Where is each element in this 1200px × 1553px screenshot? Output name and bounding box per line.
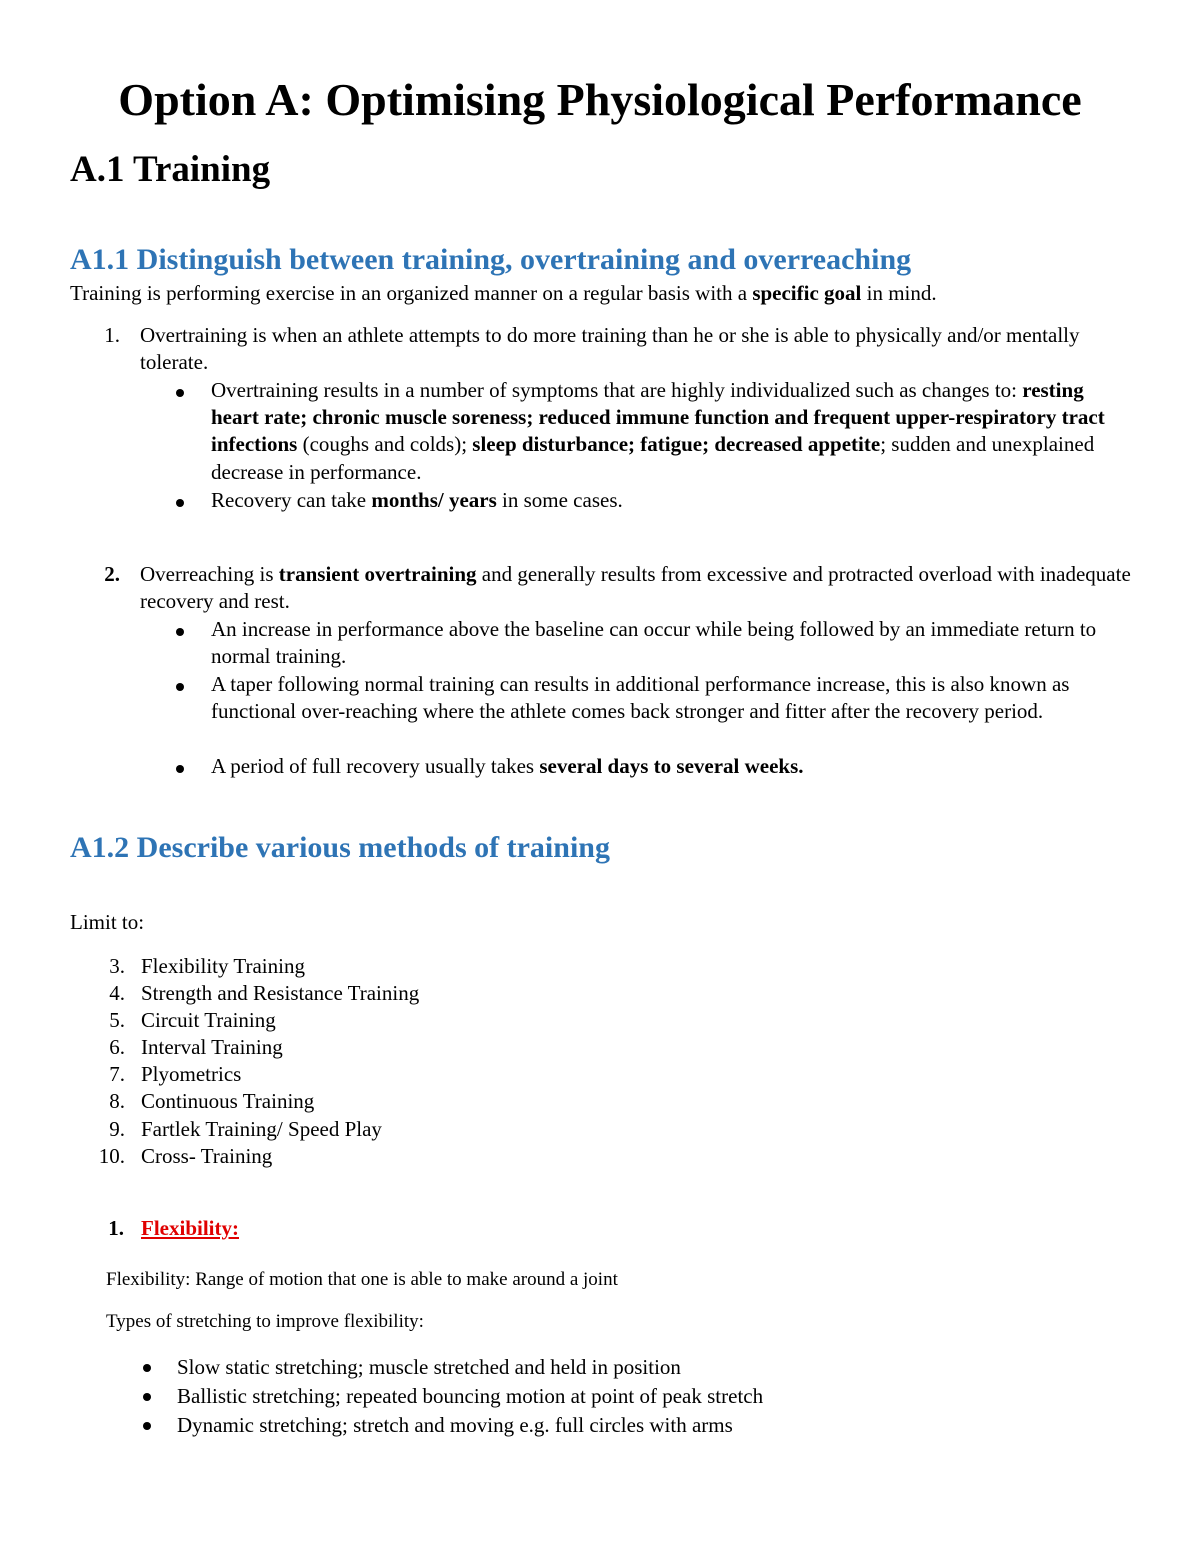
bullet-icon — [176, 499, 184, 507]
list-item: Strength and Resistance Training — [141, 981, 420, 1005]
flexibility-heading: Flexibility: — [141, 1216, 239, 1240]
list-item: Cross- Training — [141, 1144, 273, 1168]
stretching-types-label: Types of stretching to improve flexibility: — [106, 1311, 424, 1332]
overreaching-point-2: A taper following normal training can results in additional performance increase, this is also known as functional over-reaching where the athlete comes back stronger and fitter after the recovery period. — [211, 672, 1070, 724]
list-item: Circuit Training — [141, 1008, 276, 1032]
overreaching-definition: Overreaching is transient overtraining and generally results from excessive and protracted overload with inadequate recovery and rest. — [140, 562, 1131, 614]
list-number: 8. — [109, 1089, 125, 1113]
limit-label: Limit to: — [70, 910, 145, 934]
subsection-heading-a1-2: A1.2 Describe various methods of training — [70, 831, 610, 864]
list-number: 3. — [109, 954, 125, 978]
bullet-icon — [143, 1422, 151, 1430]
list-number: 10. — [98, 1144, 125, 1168]
list-number: 1. — [104, 323, 120, 347]
flexibility-definition: Flexibility: Range of motion that one is able to make around a joint — [106, 1269, 618, 1290]
training-definition: Training is performing exercise in an organized manner on a regular basis with a specific goal in mind. — [70, 281, 937, 305]
overtraining-definition: Overtraining is when an athlete attempts to do more training than he or she is able to physically and/or mentally tolerate. — [140, 323, 1080, 375]
document-title: Option A: Optimising Physiological Performance — [118, 74, 1082, 125]
section-heading-a1: A.1 Training — [70, 149, 271, 190]
list-item: Continuous Training — [141, 1089, 315, 1113]
list-number: 9. — [109, 1117, 125, 1141]
list-item: Slow static stretching; muscle stretched and held in position — [177, 1355, 681, 1379]
overreaching-point-3: A period of full recovery usually takes several days to several weeks. — [211, 754, 804, 778]
list-item: Interval Training — [141, 1035, 283, 1059]
overreaching-point-1: An increase in performance above the baseline can occur while being followed by an immediate return to normal training. — [211, 617, 1097, 669]
overtraining-recovery: Recovery can take months/ years in some cases. — [211, 488, 623, 512]
bullet-icon — [176, 389, 184, 397]
bullet-icon — [143, 1364, 151, 1372]
list-number: 5. — [109, 1008, 125, 1032]
overtraining-symptoms: Overtraining results in a number of symptoms that are highly individualized such as changes to: resting heart rate; chronic muscle soreness; reduced immune function and frequent upper-respiratory tract infections (coughs and colds); sleep disturbance; fatigue; decreased appetite; sudden and unexplained decrease in performance. — [211, 378, 1105, 484]
bullet-icon — [176, 683, 184, 691]
list-number: 4. — [109, 981, 125, 1005]
list-item: Fartlek Training/ Speed Play — [141, 1117, 382, 1141]
list-number: 2. — [104, 562, 120, 586]
list-item: Flexibility Training — [141, 954, 305, 978]
bullet-icon — [143, 1393, 151, 1401]
subsection-heading-a1-1: A1.1 Distinguish between training, overtraining and overreaching — [70, 243, 912, 276]
list-number: 7. — [109, 1062, 125, 1086]
bullet-icon — [176, 628, 184, 636]
list-item: Ballistic stretching; repeated bouncing motion at point of peak stretch — [177, 1384, 764, 1408]
list-item: Plyometrics — [141, 1062, 242, 1086]
bullet-icon — [176, 765, 184, 773]
list-number: 6. — [109, 1035, 125, 1059]
list-number: 1. — [108, 1216, 124, 1240]
list-item: Dynamic stretching; stretch and moving e.g. full circles with arms — [177, 1413, 733, 1437]
